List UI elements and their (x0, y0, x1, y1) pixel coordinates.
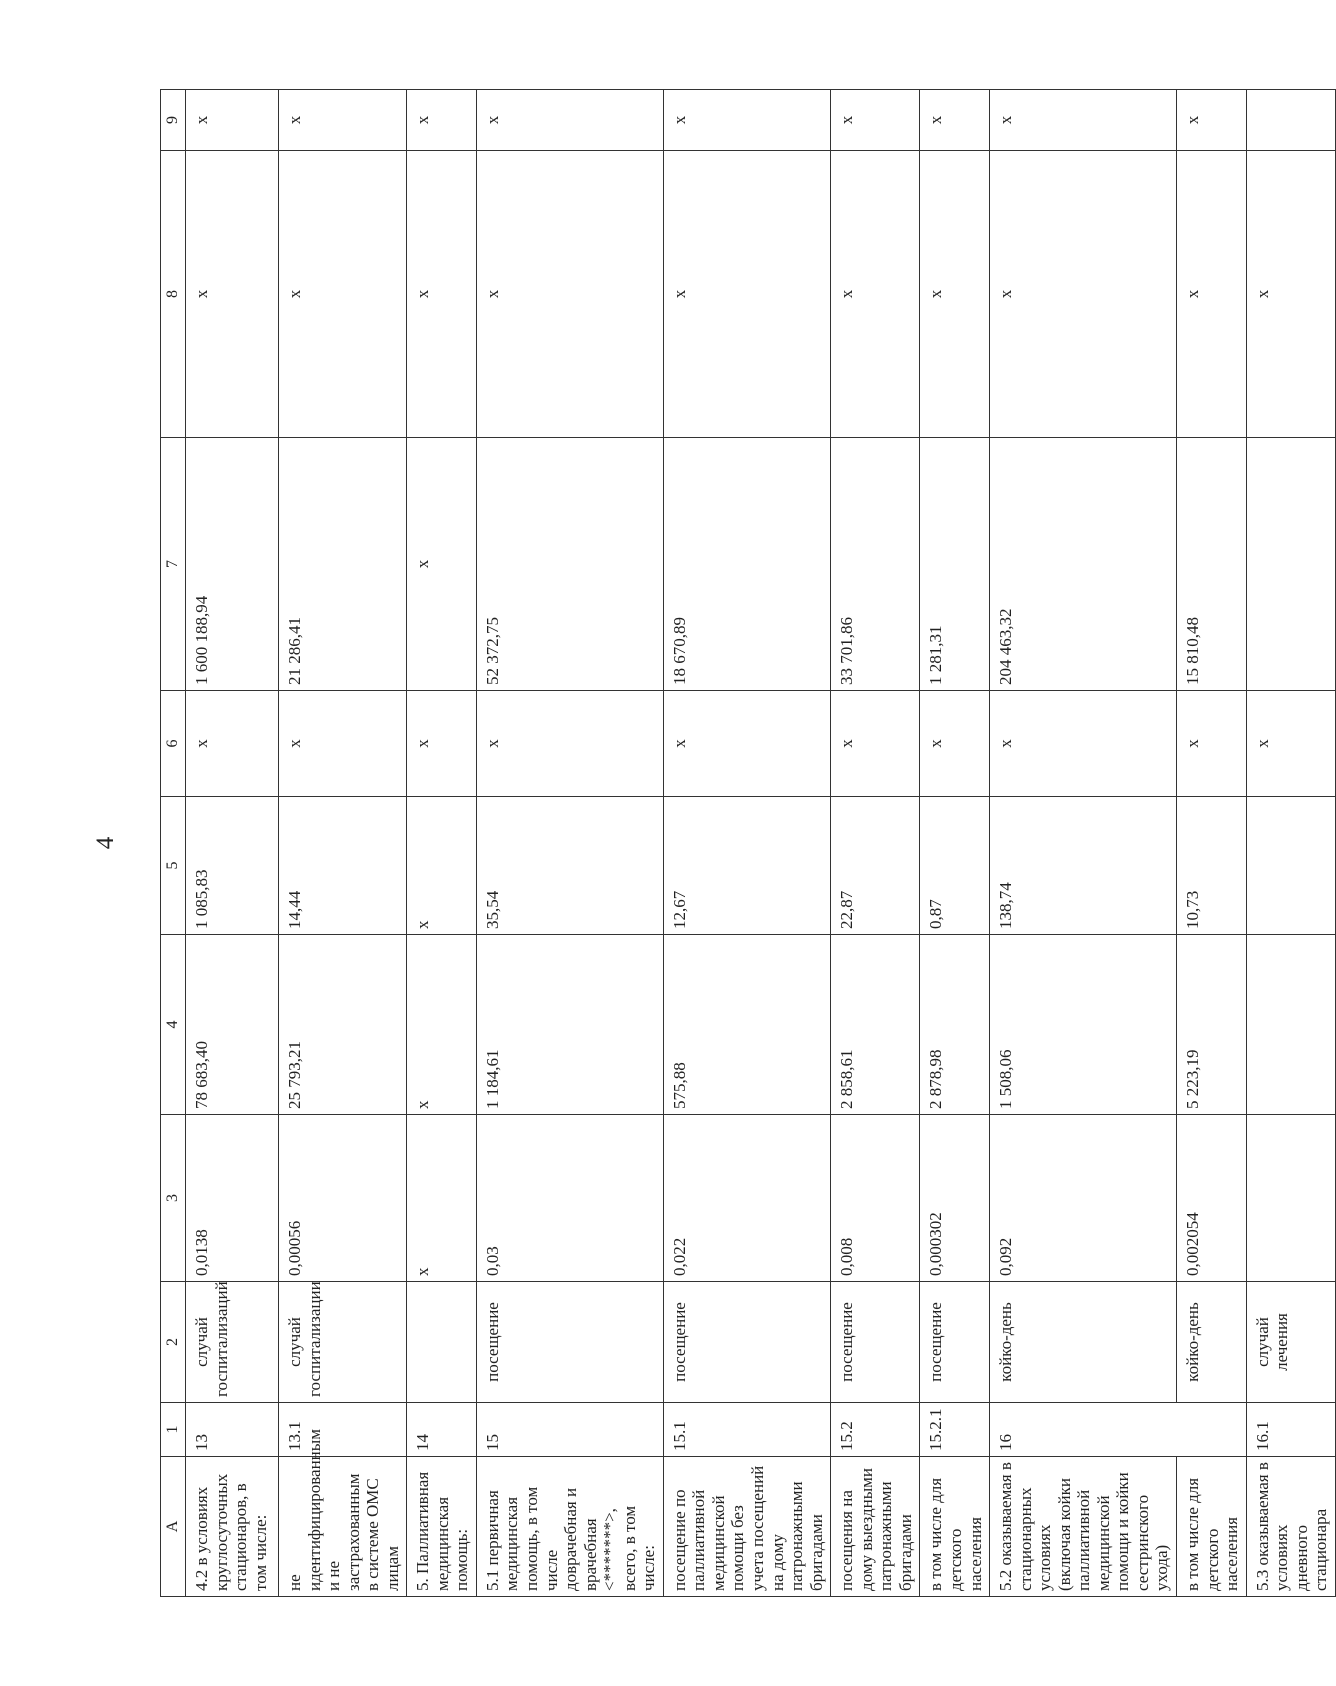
table-header-row (161, 90, 186, 1597)
row-label: 5.2 оказываемая в стационарных условиях (включая койки паллиативной медицинской помощи и койки сестринского ухода) (990, 1457, 1177, 1597)
unit-cell (407, 1282, 477, 1403)
value-cell (1246, 797, 1335, 935)
row-label: в том числе для детского населения (1176, 1457, 1246, 1597)
value-cell: 15 810,48 (1176, 438, 1246, 691)
header-cell: 2 (161, 1282, 186, 1403)
header-cell: 8 (161, 151, 186, 438)
unit-cell: посещение (476, 1282, 663, 1403)
header-cell: 7 (161, 438, 186, 691)
header-cell: 3 (161, 1115, 186, 1282)
row-label: посещение по паллиативной медицинской помощи без учета посещений на дому патронажными бригадами (663, 1457, 830, 1597)
value-cell: х (1176, 691, 1246, 797)
value-cell: 33 701,86 (831, 438, 920, 691)
value-cell: 21 286,41 (279, 438, 407, 691)
value-cell: х (407, 438, 477, 691)
value-cell: х (279, 151, 407, 438)
value-cell: х (186, 691, 279, 797)
unit-cell: койко-день (1176, 1282, 1246, 1403)
value-cell: 0,092 (990, 1115, 1177, 1282)
value-cell: 12,67 (663, 797, 830, 935)
value-cell: 5 223,19 (1176, 935, 1246, 1115)
header-cell: 9 (161, 90, 186, 151)
row-label: 4.2 в условиях круглосуточных стационаров, в том числе: (186, 1457, 279, 1597)
value-cell: х (663, 90, 830, 151)
page-number: 4 (92, 836, 119, 850)
unit-cell: случай лечения (1246, 1282, 1335, 1403)
header-cell: 5 (161, 797, 186, 935)
row-label: в том числе для детского населения (920, 1457, 990, 1597)
value-cell: 1 281,31 (920, 438, 990, 691)
value-cell: х (663, 151, 830, 438)
header-cell: 4 (161, 935, 186, 1115)
unit-cell: случай госпитализации (279, 1282, 407, 1403)
row-number: 13.1 (279, 1403, 407, 1457)
value-cell: 0,008 (831, 1115, 920, 1282)
table-row (279, 90, 407, 1597)
value-cell: 78 683,40 (186, 935, 279, 1115)
value-cell: х (476, 90, 663, 151)
value-cell: х (920, 151, 990, 438)
unit-cell: посещение (920, 1282, 990, 1403)
unit-cell: койко-день (990, 1282, 1177, 1403)
value-cell: х (279, 90, 407, 151)
row-number: 16.1 (1246, 1403, 1335, 1457)
value-cell: 35,54 (476, 797, 663, 935)
row-number: 15 (476, 1403, 663, 1457)
value-cell: х (476, 691, 663, 797)
value-cell: 52 372,75 (476, 438, 663, 691)
value-cell (1246, 935, 1335, 1115)
value-cell: 0,00056 (279, 1115, 407, 1282)
value-cell: х (990, 691, 1177, 797)
row-number: 16 (990, 1403, 1247, 1457)
value-cell: 10,73 (1176, 797, 1246, 935)
value-cell: х (407, 90, 477, 151)
value-cell: х (1176, 90, 1246, 151)
value-cell (1246, 90, 1335, 151)
value-cell: х (279, 691, 407, 797)
value-cell: х (186, 151, 279, 438)
value-cell: 14,44 (279, 797, 407, 935)
header-cell: 1 (161, 1403, 186, 1457)
row-number: 15.2.1 (920, 1403, 990, 1457)
value-cell: х (407, 797, 477, 935)
row-number: 15.1 (663, 1403, 830, 1457)
unit-cell: посещение (831, 1282, 920, 1403)
value-cell: 1 600 188,94 (186, 438, 279, 691)
value-cell: х (1246, 151, 1335, 438)
table-row (663, 90, 830, 1597)
value-cell: 1 085,83 (186, 797, 279, 935)
value-cell: 1 184,61 (476, 935, 663, 1115)
value-cell: 138,74 (990, 797, 1177, 935)
row-label: 5. Паллиативная медицинская помощь: (407, 1457, 477, 1597)
value-cell: 0,0138 (186, 1115, 279, 1282)
table-row (990, 90, 1177, 1597)
row-label: посещения на дому выездными патронажными бригадами (831, 1457, 920, 1597)
value-cell: х (407, 691, 477, 797)
unit-cell: случай госпитализаций (186, 1282, 279, 1403)
table-row (1176, 90, 1246, 1597)
row-label: не идентифицированным и не застрахованным в системе ОМС лицам (279, 1457, 407, 1597)
value-cell: 0,000302 (920, 1115, 990, 1282)
value-cell: 2 878,98 (920, 935, 990, 1115)
value-cell (1246, 1115, 1335, 1282)
table-row (920, 90, 990, 1597)
row-label: 5.1 первичная медицинская помощь, в том числе доврачебная и врачебная <*******>, всего, в том числе: (476, 1457, 663, 1597)
value-cell: 0,87 (920, 797, 990, 935)
value-cell: х (920, 691, 990, 797)
value-cell: х (407, 151, 477, 438)
value-cell: 0,002054 (1176, 1115, 1246, 1282)
table-row (1246, 90, 1335, 1597)
value-cell: 204 463,32 (990, 438, 1177, 691)
rotated-table-container (160, 90, 1331, 1597)
value-cell: 18 670,89 (663, 438, 830, 691)
table-row (831, 90, 920, 1597)
value-cell: х (990, 151, 1177, 438)
value-cell: х (1246, 691, 1335, 797)
value-cell: х (407, 935, 477, 1115)
table-row (476, 90, 663, 1597)
value-cell (1246, 438, 1335, 691)
value-cell: х (407, 1115, 477, 1282)
header-cell: 6 (161, 691, 186, 797)
value-cell: х (1176, 151, 1246, 438)
value-cell: 0,022 (663, 1115, 830, 1282)
table-row (407, 90, 477, 1597)
header-cell: А (161, 1457, 186, 1597)
value-cell: 25 793,21 (279, 935, 407, 1115)
value-cell: х (663, 691, 830, 797)
value-cell: х (476, 151, 663, 438)
value-cell: 2 858,61 (831, 935, 920, 1115)
row-number: 13 (186, 1403, 279, 1457)
row-number: 15.2 (831, 1403, 920, 1457)
value-cell: х (831, 90, 920, 151)
value-cell: 1 508,06 (990, 935, 1177, 1115)
value-cell: х (990, 90, 1177, 151)
row-number: 14 (407, 1403, 477, 1457)
value-cell: х (831, 151, 920, 438)
table-row (186, 90, 279, 1597)
value-cell: х (920, 90, 990, 151)
value-cell: 0,03 (476, 1115, 663, 1282)
row-label: 5.3 оказываемая в условиях дневного стационара (1246, 1457, 1335, 1597)
value-cell: 575,88 (663, 935, 830, 1115)
value-cell: х (831, 691, 920, 797)
unit-cell: посещение (663, 1282, 830, 1403)
value-cell: 22,87 (831, 797, 920, 935)
financial-table (160, 89, 1336, 1597)
value-cell: х (186, 90, 279, 151)
